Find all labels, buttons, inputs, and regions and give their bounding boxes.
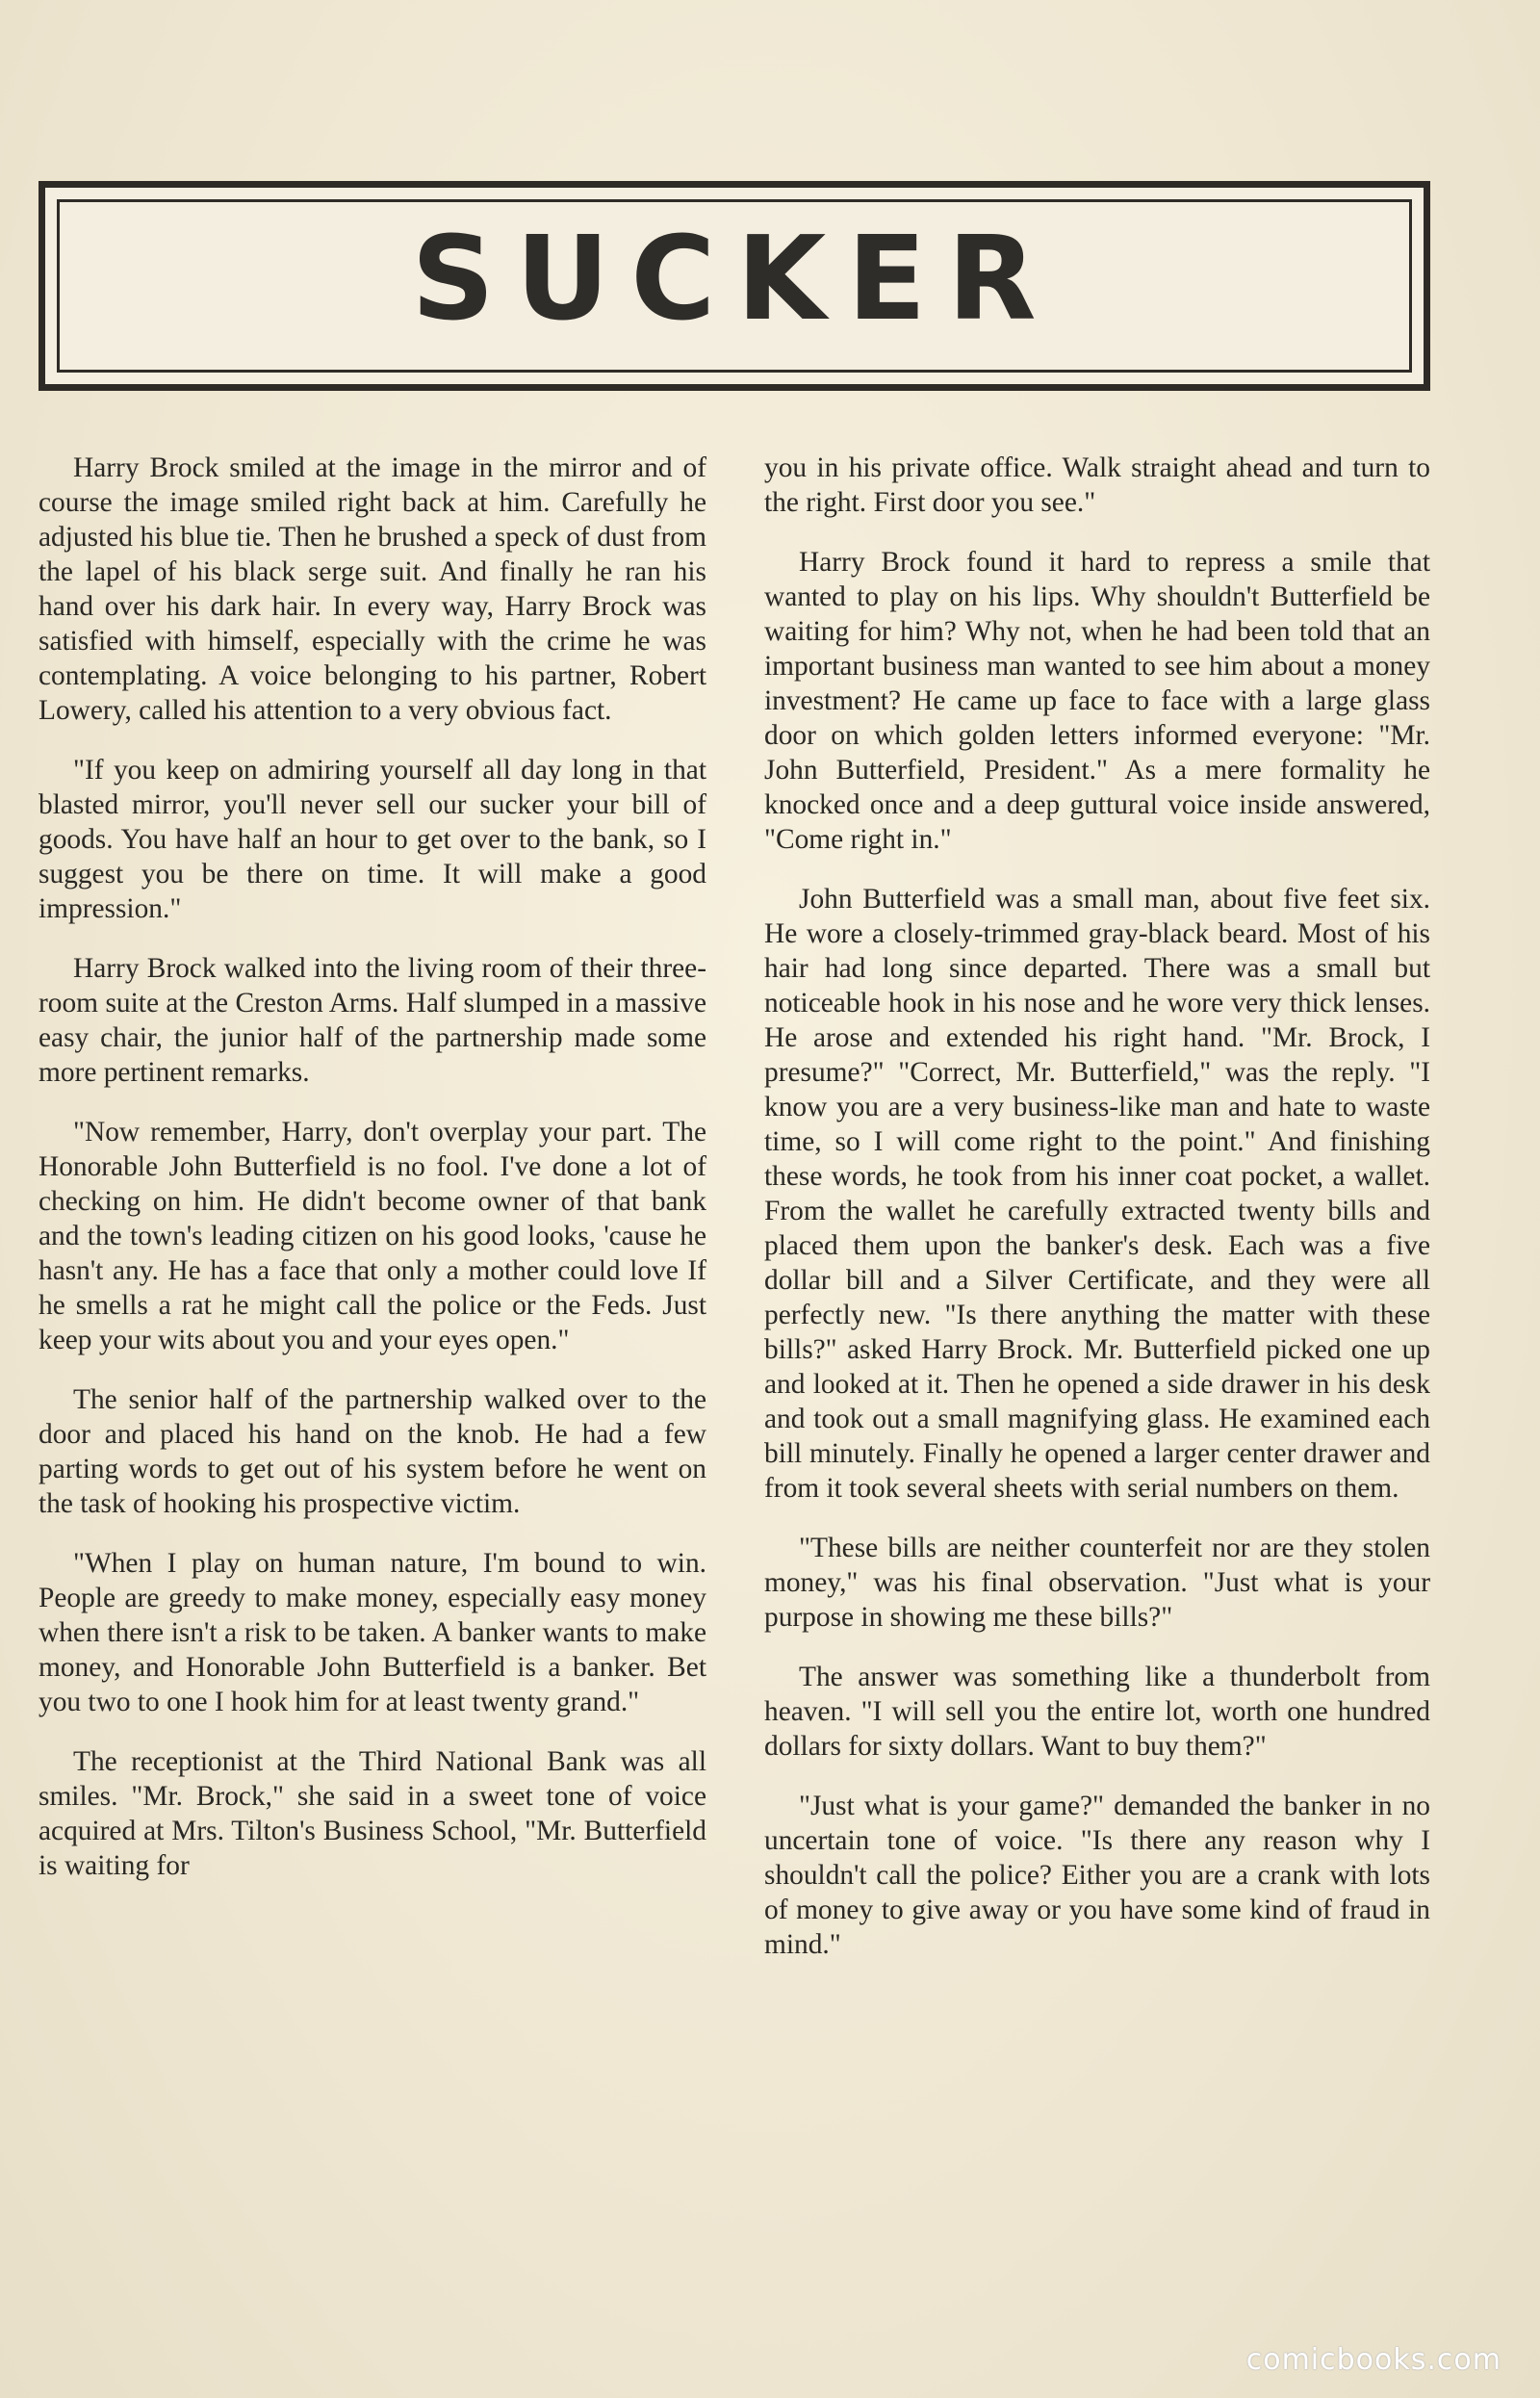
paragraph: The receptionist at the Third National Bank was all smiles. "Mr. Brock," she said in a sweet tone of voice acquired at Mrs. Tilton's Business School, "Mr. Butterfield is waiting for [38,1746,706,1881]
paragraph-continued: you in his private office. Walk straight ahead and turn to the right. First door you see." [764,452,1430,518]
paragraph: Harry Brock found it hard to repress a smile that wanted to play on his lips. Why shouldn't Butterfield be waiting for him? Why not, when he had been told that an important business man wanted to see him about a money investment? He came up face to face with a large glass door on which golden letters informed everyone: "Mr. John Butterfield, President." As a mere formality he knocked once and a deep guttural voice inside answered, "Come right in." [764,547,1430,855]
right-text-column [764,451,1430,1987]
story-title: SUCKER [411,213,1058,347]
site-watermark: comicbooks.com [1245,2343,1502,2377]
paragraph: "If you keep on admiring yourself all day long in that blasted mirror, you'll never sell our sucker your bill of goods. You have half an hour to get over to the bank, so I suggest you be there on time. It will make a good impression." [38,755,706,924]
paragraph: Harry Brock smiled at the image in the mirror and of course the image smiled right back at him. Carefully he adjusted his blue tie. Then he brushed a speck of dust from the lapel of his black serge suit. And finally he ran his hand over his dark hair. In every way, Harry Brock was satisfied with himself, especially with the crime he was contemplating. A voice belonging to his partner, Robert Lowery, called his attention to a very obvious fact. [38,452,706,726]
paragraph: "These bills are neither counterfeit nor are they stolen money," was his final observation. "Just what is your purpose in showing me these bills?" [764,1533,1430,1633]
paragraph: "When I play on human nature, I'm bound to win. People are greedy to make money, especially easy money when there isn't a risk to be taken. A banker wants to make money, and Honorable John Butterfield is a banker. Bet you two to one I hook him for at least twenty grand." [38,1548,706,1717]
paragraph: The answer was something like a thunderbolt from heaven. "I will sell you the entire lot, worth one hundred dollars for sixty dollars. Want to buy them?" [764,1662,1430,1762]
left-text-column [38,451,706,1908]
paragraph: The senior half of the partnership walked over to the door and placed his hand on the knob. He had a few parting words to get out of his system before he went on the task of hooking his prospective victim. [38,1384,706,1519]
paragraph: "Now remember, Harry, don't overplay your part. The Honorable John Butterfield is no fool. I've done a lot of checking on him. He didn't become owner of that bank and the town's leading citizen on his good looks, 'cause he hasn't any. He has a face that only a mother could love If he smells a rat he might call the police or the Feds. Just keep your wits about you and your eyes open." [38,1117,706,1355]
paragraph: John Butterfield was a small man, about five feet six. He wore a closely-trimmed gray-black beard. Most of his hair had long since departed. There was a small but noticeable hook in his nose and he wore very thick lenses. He arose and extended his right hand. "Mr. Brock, I presume?" "Correct, Mr. Butterfield," was the reply. "I know you are a very business-like man and hate to waste time, so I will come right to the point." And finishing these words, he took from his inner coat pocket, a wallet. From the wallet he carefully extracted twenty bills and placed them upon the banker's desk. Each was a five dollar bill and a Silver Certificate, and they were all perfectly new. "Is there anything the matter with these bills?" asked Harry Brock. Mr. Butterfield picked one up and looked at it. Then he opened a side drawer in his desk and took out a small magnifying glass. He examined each bill minutely. Finally he opened a larger center drawer and from it took several sheets with serial numbers on them. [764,884,1430,1504]
paragraph: Harry Brock walked into the living room of their three-room suite at the Creston Arms. Half slumped in a massive easy chair, the junior half of the partnership made some more pertinent remarks. [38,953,706,1088]
paragraph: "Just what is your game?" demanded the banker in no uncertain tone of voice. "Is there any reason why I shouldn't call the police? Either you are a crank with lots of money to give away or you have some kind of fraud in mind." [764,1791,1430,1960]
title-frame [38,181,1430,391]
